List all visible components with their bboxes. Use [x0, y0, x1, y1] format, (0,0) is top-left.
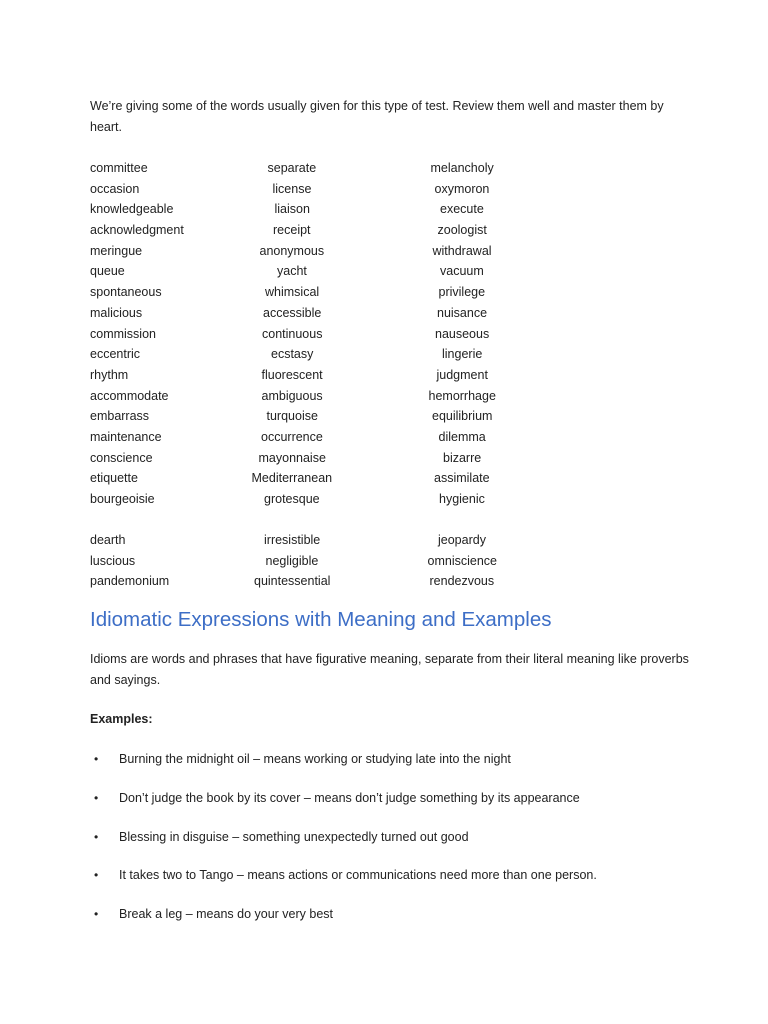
word-item: lingerie	[442, 347, 483, 362]
word-item: rhythm	[90, 367, 129, 382]
intro-paragraph: We’re giving some of the words usually given for this type of test. Review them well and master them by heart.	[90, 99, 664, 134]
word-item: malicious	[90, 305, 143, 320]
word-row	[0, 344, 768, 365]
word-item: bourgeoisie	[90, 492, 155, 506]
word-item: whimsical	[265, 285, 320, 300]
word-item: pandemonium	[90, 574, 170, 589]
word-row	[0, 179, 768, 200]
list-item	[0, 864, 700, 886]
word-row	[0, 158, 768, 179]
word-item: privilege	[438, 285, 486, 300]
word-item: withdrawal	[432, 243, 492, 258]
word-item: meringue	[90, 243, 143, 258]
word-row	[0, 489, 768, 510]
word-list-extra	[0, 530, 768, 592]
section-heading: Idiomatic Expressions with Meaning and Examples	[90, 608, 552, 631]
bullet-icon: •	[94, 752, 99, 766]
word-item: eccentric	[90, 347, 141, 362]
word-row	[0, 386, 768, 407]
idioms-description: Idioms are words and phrases that have figurative meaning, separate from their literal meaning like proverbs and sayings.	[90, 652, 689, 687]
word-item: omniscience	[427, 553, 497, 568]
word-item: hygienic	[439, 492, 485, 506]
word-row	[0, 468, 768, 489]
word-item: license	[272, 181, 312, 196]
word-item: mayonnaise	[258, 450, 326, 465]
word-item: dilemma	[438, 429, 486, 444]
list-item	[0, 748, 700, 770]
word-item: etiquette	[90, 471, 138, 486]
word-item: acknowledgment	[90, 223, 184, 238]
word-item: accommodate	[90, 388, 169, 403]
word-row	[0, 448, 768, 469]
bullet-icon: •	[94, 790, 99, 805]
word-item: Mediterranean	[251, 471, 333, 486]
word-row	[0, 427, 768, 448]
word-item: quintessential	[254, 574, 331, 589]
example-text: Burning the midnight oil – means working or studying late into the night	[119, 752, 511, 766]
word-row	[0, 220, 768, 241]
word-row	[0, 324, 768, 345]
word-item: dearth	[90, 533, 126, 547]
word-item: zoologist	[437, 223, 487, 238]
word-item: occurrence	[261, 429, 323, 444]
word-item: judgment	[436, 367, 488, 382]
word-item: ambiguous	[261, 388, 323, 403]
word-item: yacht	[277, 264, 307, 279]
word-item: accessible	[263, 305, 322, 320]
examples-label: Examples:	[90, 712, 153, 726]
word-item: ecstasy	[271, 347, 314, 362]
word-item: fluorescent	[261, 367, 323, 382]
word-item: conscience	[90, 450, 153, 465]
bullet-icon: •	[94, 829, 99, 844]
word-row	[0, 571, 768, 592]
word-item: grotesque	[264, 492, 320, 506]
word-item: vacuum	[440, 264, 484, 279]
word-item: anonymous	[259, 243, 325, 258]
word-row	[0, 406, 768, 427]
list-item	[0, 787, 700, 809]
word-row	[0, 282, 768, 303]
word-item: spontaneous	[90, 285, 162, 300]
word-item: equilibrium	[432, 409, 493, 424]
word-list	[0, 158, 768, 510]
word-row	[0, 551, 768, 572]
list-item	[0, 826, 700, 848]
bullet-icon: •	[94, 907, 99, 922]
word-item: receipt	[273, 223, 311, 238]
word-item: rendezvous	[429, 574, 495, 589]
word-row	[0, 303, 768, 324]
word-item: oxymoron	[434, 181, 490, 196]
word-item: nauseous	[435, 326, 490, 341]
word-item: queue	[90, 264, 125, 279]
example-text: It takes two to Tango – means actions or communications need more than one person.	[119, 868, 597, 883]
word-item: hemorrhage	[428, 388, 496, 403]
word-row	[0, 199, 768, 220]
word-item: liaison	[274, 202, 310, 217]
word-item: luscious	[90, 553, 136, 568]
word-item: knowledgeable	[90, 202, 174, 217]
example-text: Don’t judge the book by its cover – means don’t judge something by its appearance	[119, 790, 580, 805]
word-item: continuous	[262, 326, 323, 341]
word-item: melancholy	[430, 161, 494, 175]
word-row	[0, 530, 768, 551]
bullet-icon: •	[94, 868, 99, 883]
word-item: committee	[90, 161, 148, 175]
word-item: embarrass	[90, 409, 150, 424]
word-item: jeopardy	[438, 533, 486, 547]
word-item: maintenance	[90, 429, 162, 444]
word-item: separate	[267, 161, 317, 175]
list-item	[0, 903, 700, 925]
word-item: negligible	[265, 553, 319, 568]
word-item: commission	[90, 326, 156, 341]
word-row	[0, 365, 768, 386]
example-text: Break a leg – means do your very best	[119, 907, 334, 922]
word-row	[0, 241, 768, 262]
word-item: nuisance	[437, 305, 488, 320]
word-item: irresistible	[264, 533, 321, 547]
word-item: execute	[440, 202, 484, 217]
word-item: occasion	[90, 181, 140, 196]
word-row	[0, 261, 768, 282]
word-item: assimilate	[434, 471, 490, 486]
word-item: turquoise	[266, 409, 318, 424]
word-item: bizarre	[443, 450, 482, 465]
example-text: Blessing in disguise – something unexpectedly turned out good	[119, 829, 469, 844]
